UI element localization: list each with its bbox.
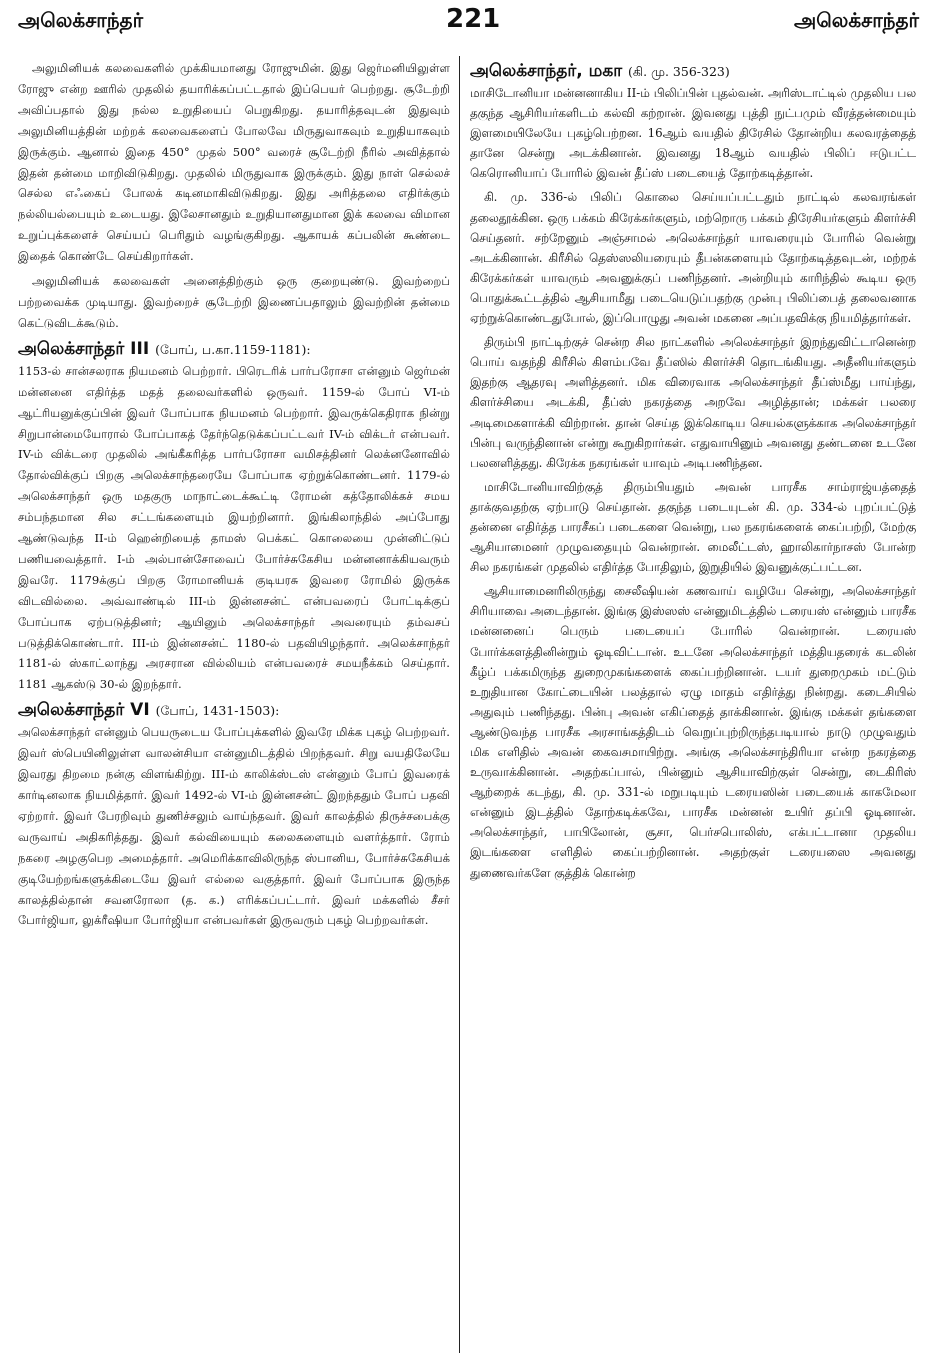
- paragraph: அலுமினியக் கலவைகள் அனைத்திற்கும் ஒரு குறையுண்டு. இவற்றைப் பற்றவைக்க முடியாது. இவற்றைச் சூடேற்றி இணைப்பதாலும் இவற்றின் தன்மை கெட்டுவிடக்கூடும்.: [18, 274, 450, 330]
- entry-headword: அலெக்சாந்தர் VI: [18, 700, 150, 721]
- page-number: 221: [446, 4, 501, 34]
- entry-alexander-the-great: [470, 60, 916, 183]
- running-head-left: அலெக்சாந்தர்: [18, 8, 144, 32]
- column-divider: [459, 56, 460, 1353]
- entry-alexander-vi: [18, 699, 450, 931]
- entry-heading: [18, 338, 450, 361]
- paragraph: திரும்பி நாட்டிற்குச் சென்ற சில நாட்களில் அலெக்சாந்தர் இறந்துவிட்டானென்ற பொய் வதந்தி கிரீசில் கிளம்பவே தீப்ஸில் கிளர்ச்சி தொடங்கியது. அதீனியர்களும் இதற்கு ஆதரவு அளித்தனர். மிக விரைவாக அலெக்சாந்தர் தீப்ஸ்மீது பாய்ந்து, கிளர்ச்சியை அடக்கி, தீப்ஸ் நகரத்தை அறவே அழித்தான்; மக்கள் பலரை அடிமைகளாக்கி விற்றான். தான் செய்த இக்கொடிய செயல்களுக்காக அலெக்சாந்தர் பின்பு வருந்தினான் என்று கூறுகிறார்கள். எதுவாயினும் அவனது தண்டனை உடனே பலனளித்தது. கிரேக்க நகரங்கள் யாவும் அடிபணிந்தன.: [470, 335, 916, 470]
- paragraph: கி. மு. 336-ல் பிலிப் கொலை செய்யப்பட்டதும் நாட்டில் கலவரங்கள் தலைதூக்கின. ஒரு பக்கம் கிரேக்கர்களும், மற்றொரு பக்கம் திரேசியர்களும் கிளர்ச்சி செய்தனர். சற்றேனும் அஞ்சாமல் அலெக்சாந்தர் யாவரையும் போரில் வென்று அடக்கினான். கிரீசில் தெஸ்ஸலியரையும் தீபன்களையும் தோற்கடித்தவுடன், மற்றக் கிரேக்கர்கள் யாவரும் அவனுக்குப் பணிந்தனர். அன்றியும் காரிந்தில் கூடிய ஒரு பொதுக்கூட்டத்தில் ஆசியாமீது படையெடுப்பதற்கு முன்பு பிலிப்பைத் தலைவனாக ஏற்றுக்கொண்டதுபோல், இப்பொழுது அவன் மகனை அப்பதவிக்கு நியமித்தார்கள்.: [470, 190, 916, 326]
- entry-headword: அலெக்சாந்தர் III: [18, 338, 150, 359]
- entry-heading: [470, 60, 916, 83]
- paragraph: மாசிடோனியாவிற்குத் திரும்பியதும் அவன் பாரசீக சாம்ராஜ்யத்தைத் தாக்குவதற்கு ஏற்பாடு செய்தான். தகுந்த படையுடன் கி. மு. 334-ல் புறப்பட்டுத் தன்னை எதிர்த்த பாரசீகப் படைகளை வென்று, பல நகரங்களைக் கைப்பற்றி, மேற்கு ஆசியாமைனர் முழுவதையும் வென்றான். மைலீட்டஸ், ஹாலிகார்நாசஸ் போன்ற சில நகரங்கள் முதலில் எதிர்த்த போதிலும், இறுதியில் இவனுக்குட்பட்டன.: [470, 479, 916, 575]
- running-head-right: அலெக்சாந்தர்: [793, 8, 919, 32]
- entry-headword: அலெக்சாந்தர், மகா: [470, 61, 623, 81]
- entry-body: 1153-ல் சான்சலராக நியமனம் பெற்றார். பிரெடரிக் பார்பரோசா என்னும் ஜெர்மன் மன்னனை எதிர்த்த மதத் தலைவர்களில் ஒருவர். 1159-ல் போப் VI-ம் ஆட்ரியனுக்குப்பின் இவர் போப்பாக நியமனம் பெற்றார். இவருக்கெதிராக நின்று சிறுபான்மையோரால் போப்பாகத் தேர்ந்தெடுக்கப்பட்டவர் IV-ம் விக்டர் என்பவர். IV-ம் விக்டரை முதலில் அங்கீகரித்த பார்பரோசா வமிசத்தினர் லெக்னனோவில் தோல்விக்குப் பிறகு அலெக்சாந்தரையே போப்பாக ஏற்றுக்கொண்டனர். 1179-ல் அலெக்சாந்தர் ஒரு மதகுரு மாநாட்டைக்கூட்டி ரோமன் கத்தோலிக்கச் சமய சம்பந்தமான சில சட்டங்களையும் இயற்றினார். இங்கிலாந்தில் அப்போது ஆண்டுவந்த II-ம் ஹென்றியைத் தாமஸ் பெக்கட் கொலையை முன்னிட்டுப் பணியவைத்தார். I-ம் அல்பான்சோவைப் போர்ச்சுகேசிய மன்னனாக்கியவரும் இவரே. 1179க்குப் பிறகு ரோமானியக் குடியரசு இவரை ரோமில் இருக்க விடவில்லை. அவ்வாண்டில் III-ம் இன்னசன்ட் என்பவரைப் போட்டிக்குப் போப்பாக ஏற்படுத்தினர்; ஆயினும் அலெக்சாந்தர் அவரையும் தம்வசப் படுத்திக்கொண்டார். III-ம் இன்னசன்ட் 1180-ல் பதவியிழந்தார். அலெக்சாந்தர் 1181-ல் ஸ்காட்லாந்து அரசரான வில்லியம் என்பவரைச் சமயநீக்கம் செய்தார். 1181 ஆகஸ்டு 30-ல் இறந்தார்.: [18, 363, 450, 692]
- entry-meta: (கி. மு. 356-323): [628, 64, 730, 79]
- paragraph: அலுமினியக் கலவைகளில் முக்கியமானது ரோஜுமின். இது ஜெர்மனியிலுள்ள ரோஜு என்ற ஊரில் முதலில் தயாரிக்கப்பட்டதால் இப்பெயர் பெற்றது. சூடேற்றி அவிப்பதால் இது நல்ல உறுதியைப் பெறுகிறது. தயாரித்தவுடன் இதுவும் அலுமினியத்தின் மற்றக் கலவைகளைப் போலவே மிருதுவாகவும் உறுதியாகவும் இருக்கும். ஆனால் இதை 450° முதல் 500° வரைச் சூடேற்றி நீரில் அவித்தால் இதன் தன்மை மாறிவிடுகிறது. முதலில் மிருதுவாக இருக்கும். இது நாள் செல்லச் செல்ல எஃகைப் போலக் கடினமாகிவிடுகிறது. இது அரித்தலை எதிர்க்கும் நல்லியல்பையும் உடையது. இலேசானதும் உறுதியானதுமான இக் கலவை விமான உறுப்புக்களைச் செய்யப் பெரிதும் வழங்குகிறது. ஆகாயக் கப்பலின் கூண்டை இதைக் கொண்டே செய்கிறார்கள்.: [18, 61, 450, 264]
- entry-heading: [18, 699, 450, 722]
- left-column: [18, 58, 450, 1351]
- entry-meta: (போப், ப.கா.1159-1181):: [155, 341, 311, 357]
- entry-alexander-iii: [18, 338, 450, 696]
- entry-meta: (போப், 1431-1503):: [155, 703, 280, 719]
- entry-body: மாசிடோனியா மன்னனாகிய II-ம் பிலிப்பின் புதல்வன். அரிஸ்டாட்டில் முதலிய பல தகுந்த ஆசிரியர்களிடம் கல்வி கற்றான். இவனது புத்தி நுட்பமும் வீரத்தன்மையும் இளமையிலேயே புகழ்பெற்றன. 16ஆம் வயதில் திரேசில் தோன்றிய கலவரத்தைத் தானே சென்று அடக்கினான். இவனது 18ஆம் வயதில் பிலிப் ஈடுபட்ட கெரொனியாப் போரில் இவன் தீப்ஸ் படையைத் தோற்கடித்தான்.: [470, 86, 916, 181]
- right-column: [470, 58, 916, 1351]
- page-header: [18, 4, 919, 44]
- entry-body: அலெக்சாந்தர் என்னும் பெயருடைய போப்புக்களில் இவரே மிக்க புகழ் பெற்றவர். இவர் ஸ்பெயினிலுள்ள வாலன்சியா என்னுமிடத்தில் பிறந்தவர். சிறு வயதிலேயே இவரது திறமை நன்கு விளங்கிற்று. III-ம் காலிக்ஸ்டஸ் என்னும் போப் இவரைக் கார்டினலாக நியமித்தார். இவர் 1492-ல் VI-ம் இன்னசன்ட் இறந்ததும் போப் பதவி ஏற்றார். இவர் பேரறிவும் துணிச்சலும் வாய்ந்தவர். இவர் காலத்தில் திருச்சபைக்கு வருவாய் அதிகரித்தது. இவர் கல்வியையும் கலைகளையும் வளர்த்தார். ரோம் நகரை அழகுபெற அமைத்தார். அமெரிக்காவிலிருந்த ஸ்பானிய, போர்ச்சுகேசியக் குடியேற்றங்களுக்கிடையே இவர் எல்லை வகுத்தார். இவர் போப்பாக இருந்த காலத்தில்தான் சவனரோலா (த. க.) எரிக்கப்பட்டார். இவர் மக்களில் சீசர் போர்ஜியா, லுக்ரீஷியா போர்ஜியா என்பவர்கள் இருவரும் புகழ் பெற்றவர்கள்.: [18, 725, 450, 928]
- paragraph: ஆசியாமைனரிலிருந்து சைலீஷியன் கணவாய் வழியே சென்று, அலெக்சாந்தர் சிரியாவை அடைந்தான். இங்கு இஸ்ஸஸ் என்னுமிடத்தில் டரையஸ் என்னும் பாரசீக மன்னனைப் பெரும் படையைப் போரில் வென்றான். டரையஸ் போர்க்களத்தினின்றும் ஓடிவிட்டான். உடனே அலெக்சாந்தர் மத்தியதரைக் கடலின் கீழ்ப் பக்கமிருந்த துறைமுகங்களைக் கைப்பற்றினான். டயர் துறைமுகம் மட்டும் உறுதியான கோட்டையின் பலத்தால் ஏழு மாதம் எதிர்த்து நின்றது. கடைசியில் அதுவும் பணிந்தது. பின்பு அவன் எகிப்தைத் தாக்கினான். இங்கு மக்கள் தங்களை ஆண்டுவந்த பாரசீக அரசாங்கத்திடம் வெறுப்புற்றிருந்தபடியால் நாடு முழுவதும் மிக எளிதில் அவன் கைவசமாயிற்று. அங்கு அலெக்சாந்திரியா என்ற நகரத்தை உருவாக்கினான். அதற்கப்பால், பின்னும் ஆசியாவிற்குள் சென்று, டைகிரிஸ் ஆற்றைக் கடந்து, கி. மு. 331-ல் மறுபடியும் டரையஸின் படையைக் காகமேலா என்னும் இடத்தில் தோற்கடிக்கவே, பாரசீக மன்னன் உயிர் தப்பி ஓடினான். அலெக்சாந்தர், பாபிலோன், சூசா, பெர்சபொலிஸ், எக்பட்டானா முதலிய இடங்களை எளிதில் கைப்பற்றினான். அதற்குள் டரையஸை அவனது துணைவர்களே குத்திக் கொன்ற: [470, 584, 916, 880]
